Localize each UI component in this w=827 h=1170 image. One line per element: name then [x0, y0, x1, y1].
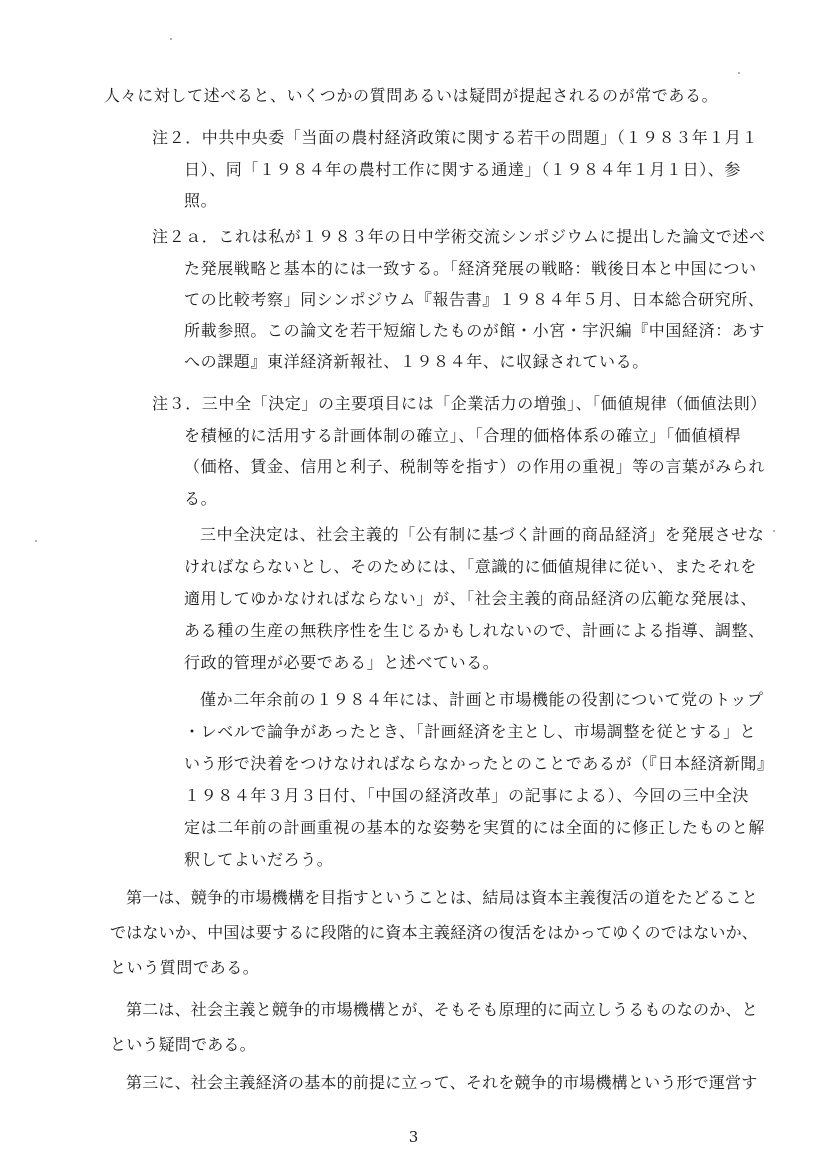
- footnote-2-line-3: 照。: [184, 191, 218, 210]
- footnote-3-para-3-line-1: 僅か二年余前の１９８４年には、計画と市場機能の役割について党のトップ: [200, 690, 764, 709]
- footnote-3-para-3-line-3: いう形で決着をつけなければならなかったとのことであるが（『日本経済新聞』: [184, 754, 774, 773]
- footnote-3-para-3-line-4: １９８４年３月３日付、「中国の経済改革」の記事による）、今回の三中全決: [184, 786, 750, 805]
- footnote-2a-line-2: た発展戦略と基本的には一致する。「経済発展の戦略：戦後日本と中国につい: [184, 259, 757, 278]
- footnote-3-para-2-line-2: ければならないとし、そのためには、「意識的に価値規律に従い、またそれを: [184, 557, 758, 576]
- scan-speck: [773, 530, 775, 532]
- scan-speck: [170, 38, 172, 40]
- footnote-3-para-3-line-2: ・レベルで論争があったとき、「計画経済を主とし、市場調整を従とする」と: [184, 722, 757, 741]
- footnote-3-para-2-line-1: 三中全決定は、社会主義的「公有制に基づく計画的商品経済」を発展させな: [200, 525, 765, 544]
- footnote-2a-line-5: への課題』東洋経済新報社、１９８４年、に収録されている。: [184, 352, 649, 371]
- footnote-2a-line-1: 注２ａ．これは私が１９８３年の日中学術交流シンポジウムに提出した論文で述べ: [152, 227, 766, 246]
- footnote-3-line-3: （価格、賃金、信用と利子、税制等を指す）の作用の重視」等の言葉がみられ: [184, 457, 766, 476]
- body-para-third-line-1: 第三に、社会主義経済の基本的前提に立って、それを競争的市場機構という形で運営す: [126, 1073, 758, 1092]
- body-para-first-line-2: ではないか、中国は要するに段階的に資本主義経済の復活をはかってゆくのではないか、: [110, 923, 759, 942]
- text-line-1: 人々に対して述べると、いくつかの質問あるいは疑問が提起されるのが常である。: [104, 86, 719, 105]
- footnote-3-para-2-line-3: 適用してゆかなければならない」が、「社会主義的商品経済の広範な発展は、: [184, 589, 758, 608]
- footnote-2-line-1: 注２．中共中央委「当面の農村経済政策に関する若干の問題」（１９８３年１月１: [152, 128, 759, 147]
- footnote-3-para-2-line-4: ある種の生産の無秩序性を生じるかもしれないので、計画による指導、調整、: [184, 621, 765, 640]
- body-para-first-line-1: 第一は、競争的市場機構を目指すということは、結局は資本主義復活の道をたどること: [126, 888, 758, 907]
- footnote-2-line-2: 日）、同「１９８４年の農村工作に関する通達」（１９８４年１月１日）、参: [184, 160, 742, 179]
- body-para-second-line-2: という疑問である。: [110, 1035, 256, 1054]
- scan-speck: [738, 72, 740, 74]
- footnote-3-line-4: る。: [184, 489, 218, 508]
- footnote-3-para-3-line-6: 釈してよいだろう。: [184, 850, 334, 869]
- footnote-2a-line-4: 所載参照。この論文を若干短縮したものが館・小宮・宇沢編『中国経済：あす: [184, 321, 766, 340]
- body-para-first-line-3: という質問である。: [110, 958, 260, 977]
- footnote-2a-line-3: ての比較考察」同シンポジウム『報告書』１９８４年５月、日本総合研究所、: [184, 290, 765, 309]
- scan-speck: [35, 540, 37, 542]
- footnote-3-para-2-line-5: 行政的管理が必要である」と述べている。: [184, 653, 500, 672]
- footnote-3-line-2: を積極的に活用する計画体制の確立」、「合理的価格体系の確立」「価値槓桿: [184, 426, 742, 445]
- footnote-3-para-3-line-5: 定は二年前の計画重視の基本的な姿勢を実質的には全面的に修正したものと解: [184, 818, 766, 837]
- body-para-second-line-1: 第二は、社会主義と競争的市場機構とが、そもそも原理的に両立しうるものなのか、と: [126, 1000, 758, 1019]
- footnote-3-line-1: 注３．三中全「決定」の主要項目には「企業活力の増強」、「価値規律（価値法則）: [152, 394, 767, 413]
- page-number: 3: [408, 1128, 419, 1146]
